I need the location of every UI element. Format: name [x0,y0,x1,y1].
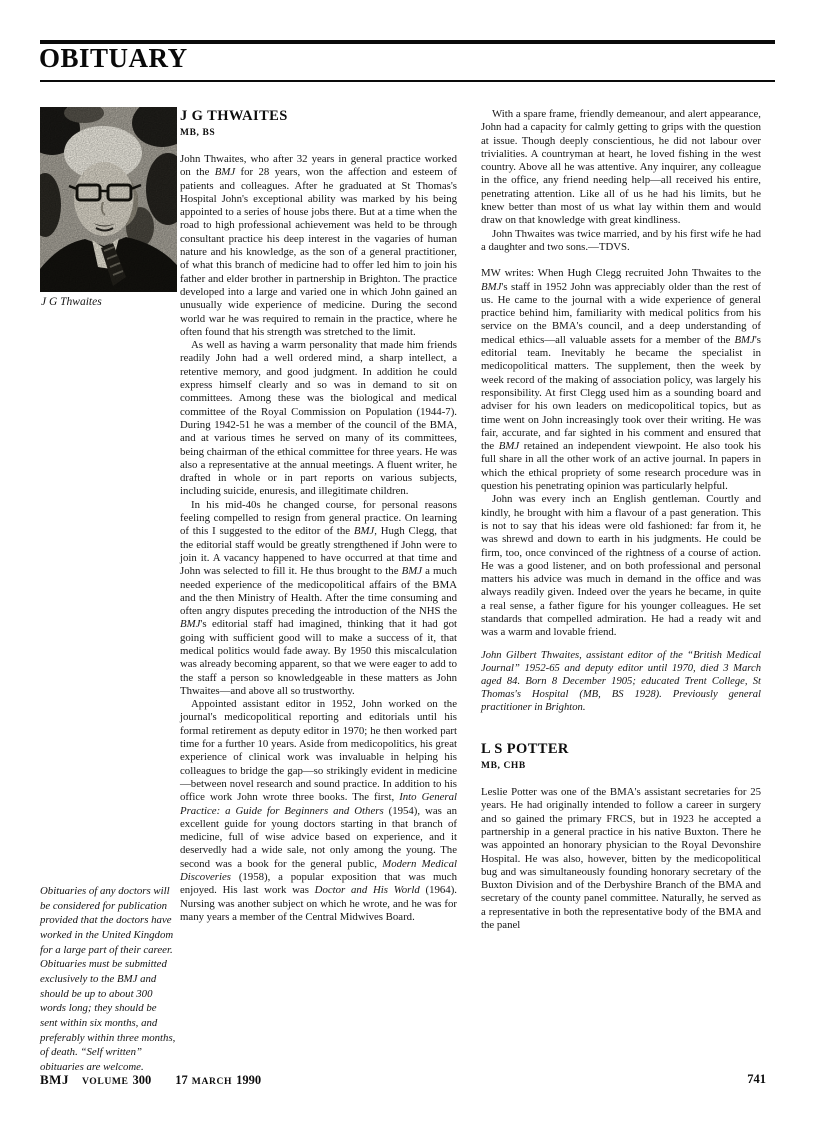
header-rule-bottom [40,80,775,82]
photo-caption: J G Thwaites [41,296,102,308]
paragraph: With a spare frame, friendly demeanour, and alert appearance, John had a capacity for calmly getting to grips with the question at issue. Though deeply conscientious, he did not labour over trivialities. A countryman at heart, he loved fishing in the west country. Above all he was attentive. Any inquirer, any colleague in the office, any friend needing help—all received his entire, penetrating attention. Like all of us he had his limits, but he knew better than most of us what lay within them and would draw on that knowledge with great kindliness. [481,108,761,227]
paragraph: John Thwaites, who after 32 years in general practice worked on the BMJ for 28 years, won the affection and esteem of patients and colleagues. After he graduated at St Thomas's Hospital John's exceptional ability was marked by his being appointed to a series of house jobs there. But at a time when the road to high professional achievement was held to be through consultant practice his deep interest in the vagaries of human nature and his knowledge, as the son of a general practitioner, of what this branch of medicine had to offer led him to join his father and elder brother in partnership in Brighton. The practice developed into a large and varied one in which John gained an unusually wide experience of medicine. During the second world war he was required to remain in the practice, where he often found that his strength was stretched to the limit. [180,153,458,338]
obituaries-policy-note: Obituaries of any doctors will be considered for publication provided that the doctors have worked in the United Kingdom for a large part of their career. Obituaries must be submitted exclusively to the BMJ and should be up to about 300 words long; they should be sent within six months, and preferably within three months, of death. “Self written” obituaries are welcome. [40,885,176,1074]
obituary-thwaites-column-1 [180,108,457,924]
paragraph: As well as having a warm personality that made him friends readily John had a well ordered mind, a sharp intellect, a retentive memory, and good judgment. In addition he could express himself clearly and so was in demand to sit on committees. Among these was the biological and medical committee of the Royal Commission on Population (1944-7). During 1942-51 he was a member of the council of the BMA, and at various times he served on many of its committees, being chairman of the ethical committee for three years. He was also a representative at the annual meetings. A fluent writer, he drafted in whole or in part reports on various subjects, including suicide, enuresis, and illegitimate children. [180,339,457,498]
qualifications-thwaites: MB, BS [180,128,216,138]
footer-date-month: MARCH [191,1076,233,1087]
obituary-photo [40,107,177,292]
journal-footer [40,1072,261,1088]
paragraph: In his mid-40s he changed course, for personal reasons feeling compelled to resign from general practice. On learning of this I suggested to the editor of the BMJ, Hugh Clegg, that the editorial staff would be greatly strengthened if John were to join it. A vacancy happened to have occurred at that time and John was selected to fill it. He thus brought to the BMJ a much needed experience of the medicopolitical affairs of the BMA and the then Ministry of Health. After the time consuming and often angry disputes preceding the introduction of the NHS the BMJ's editorial staff had imagined, thinking that it had got going with sufficient good will to make a success of it, that medical politics would fade away. By 1950 this miscalculation was already becoming apparent, so that we were eager to add to the staff a person so knowledgeable in these matters as John Thwaites—and above all so trustworthy. [180,498,457,697]
obituary-thwaites-column-2 [481,108,761,932]
obituary-name-thwaites: J G THWAITES [180,108,288,124]
biographical-note: John Gilbert Thwaites, assistant editor of the “British Medical Journal” 1952-65 and deputy editor until 1970, died 3 March aged 84. Born 8 December 1905; educated Trent College, St Thomas's Hospital (MB, BS 1928). Previously general practitioner in Brighton. [481,649,761,713]
page-title: OBITUARY [39,43,188,73]
paragraph: Leslie Potter was one of the BMA's assistant secretaries for 25 years. He had originally intended to follow a career in surgery and so gained the primary FRCS, but in 1923 he accepted a partnership in a general practice in his native Buxton. There he was appointed an honorary physician to the Royal Devonshire Hospital. He was also, however, bitten by the medicopolitical bug and was simultaneously founding honorary secretary of the Buxton Division and of the Derbyshire Branch of the BMA and secretary of the county panel committee. Naturally, he served as a representative in both the representative body of the BMA and the panel [481,786,761,932]
footer-date-year: 1990 [236,1073,262,1087]
paragraph: John was every inch an English gentleman. Courtly and kindly, he brought with him a flavour of a past generation. This is not to say that his ideas were old fashioned: far from it, he was shrewd and down to earth in his judgments. He could be firm, too, once convinced of the rightness of a course of action. He was a good listener, and on both professional and personal matters his advice was much in demand in the office and was always readily given. Indeed over the years he became, in quite a real sense, a father figure for his younger colleagues. He set standards that compelled admiration. He had a ready wit and was a warm and lovable friend. [481,493,761,639]
page-number: 741 [747,1072,766,1086]
portrait-image [40,107,177,292]
qualifications-potter: MB, CHB [481,761,526,772]
footer-date-day: 17 [175,1073,188,1087]
paragraph: Appointed assistant editor in 1952, John worked on the journal's medicopolitical reporting and editorials until his formal retirement as deputy editor in 1970; he then worked part time for a further 10 years. Aside from medicopolitics, his great experience of clinical work was invaluable in helping his colleagues to bridge the gap—so strikingly evident in medicine—between novel research and sound practice. In addition to his office work John wrote three books. The first, Into General Practice: a Guide for Beginners and Others (1954), was an excellent guide for young doctors starting in that branch of medicine, full of wise advice based on experience, and it deservedly had a wide sale, not only among the young. The second was a book for the general public, Modern Medical Discoveries (1958), a popular exposition that was much enjoyed. His last work was Doctor and His World (1964). Nursing was another subject on which he wrote, and he was for many years a member of the Central Midwives Board. [180,698,457,923]
footer-journal-name: BMJ [40,1072,69,1087]
footer-volume-label: VOLUME [81,1076,129,1087]
paragraph-mw-writes: MW writes: When Hugh Clegg recruited John Thwaites to the BMJ's staff in 1952 John was appreciably older than the rest of us. He came to the journal with a wide experience of general practice behind him, familiarity with medical politics from his service on the BMA's council, and a deep understanding of medical ethics—all valuable assets for a member of the BMJ's editorial team. Inevitably he became the specialist in medicopolitical matters. The supplement, then the week by week record of the making of association policy, was largely his responsibility. At first Clegg used him as a sounding board and adviser for his own leaders on medicopolitical topics, but as time went on John increasingly took over their writing. He was fair, accurate, and far sighted in his comment and ensured that the BMJ retained an independent viewpoint. He also took his full share in all the other work of an active journal. In papers in which the ethical propriety of some research procedure was in question his penetrating opinion was particularly helpful. [481,267,761,493]
obituary-name-potter: L S POTTER [481,741,569,758]
footer-volume-number: 300 [132,1073,152,1087]
paragraph: John Thwaites was twice married, and by his first wife he had a daughter and two sons.—TDVS. [481,227,761,253]
